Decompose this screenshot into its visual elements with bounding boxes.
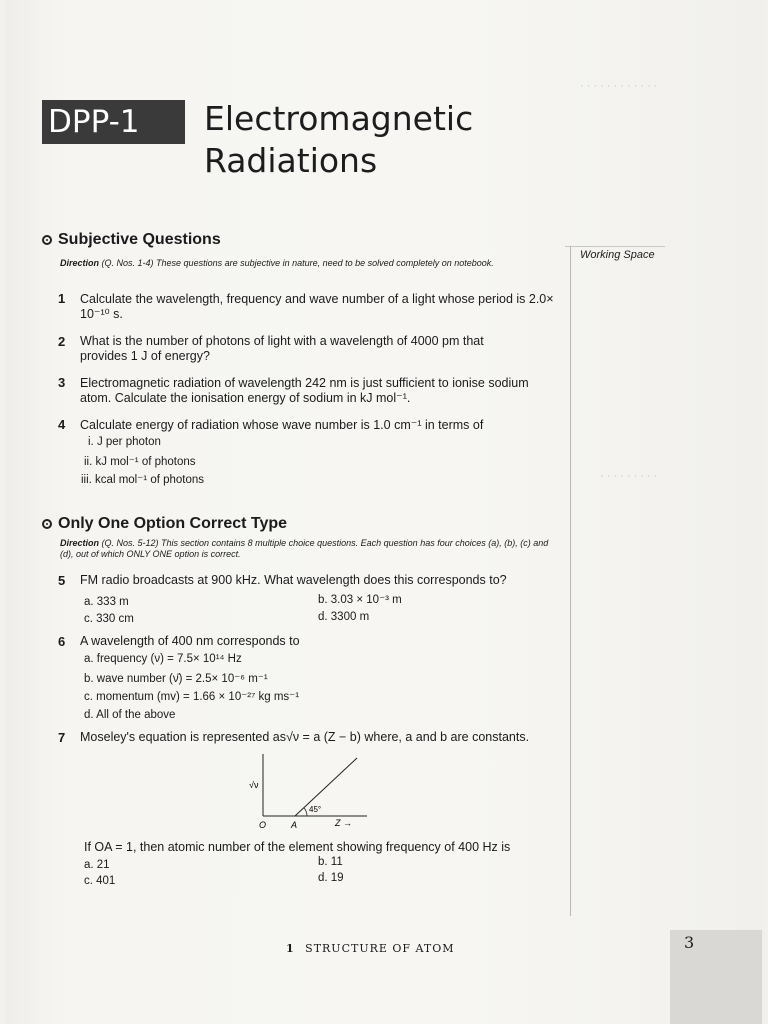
option-b: b. 11	[318, 856, 343, 868]
option-c: c. 401	[84, 875, 116, 887]
question-text: A wavelength of 400 nm corresponds to	[80, 634, 300, 648]
y-axis-label: √ν	[249, 780, 259, 790]
question-text: Electromagnetic radiation of wavelength 242 nm is just sufficient to ionise sodium atom. Calculate the ionisation energy of sodium in kJ mol⁻¹.	[80, 376, 529, 405]
moseley-line	[295, 758, 357, 816]
sub-part: i. J per photon	[88, 436, 161, 448]
working-space-divider	[570, 246, 571, 916]
question-text: Calculate energy of radiation whose wave number is 1.0 cm⁻¹ in terms of	[80, 418, 484, 432]
question-number: 7	[58, 730, 66, 745]
sub-part: ii. kJ mol⁻¹ of photons	[84, 456, 196, 468]
question-number: 1	[58, 291, 66, 306]
question-text: Calculate the wavelength, frequency and wave number of a light whose period is 2.0× 10⁻¹⁰ s.	[80, 292, 554, 321]
dpp-badge: DPP-1	[42, 100, 185, 144]
question-number: 2	[58, 334, 66, 349]
working-space-rule	[565, 246, 665, 247]
question-number: 5	[58, 573, 66, 588]
single-option-heading	[42, 515, 287, 533]
title-line-2: Radiations	[204, 141, 378, 180]
subjective-direction	[60, 258, 550, 269]
point-a-label: A	[291, 820, 298, 830]
page-title	[204, 98, 473, 182]
direction-text: (Q. Nos. 1-4) These questions are subjective in nature, need to be solved completely on notebook.	[101, 258, 494, 268]
direction-label: Direction	[60, 538, 100, 548]
subjective-heading-text: Subjective Questions	[58, 231, 221, 248]
question-number: 4	[58, 417, 66, 432]
chapter-title: STRUCTURE OF ATOM	[305, 942, 455, 955]
option-a: a. 21	[84, 859, 110, 871]
option-b: b. 3.03 × 10⁻³ m	[318, 594, 402, 606]
direction-label: Direction	[60, 258, 100, 268]
bullet-icon	[42, 519, 52, 529]
bullet-icon	[42, 235, 52, 245]
option-a: a. frequency (ν) = 7.5× 10¹⁴ Hz	[84, 653, 242, 665]
question-text: Moseley's equation is represented as√ν = a (Z − b) where, a and b are constants.	[80, 730, 530, 744]
option-a: a. 333 m	[84, 596, 129, 608]
option-d: d. 19	[318, 872, 344, 884]
angle-label: 45°	[309, 805, 322, 814]
question-number: 6	[58, 634, 66, 649]
question-text: What is the number of photons of light with a wavelength of 4000 pm that provides 1 J of energy?	[80, 334, 484, 363]
question-stem: If OA = 1, then atomic number of the element showing frequency of 400 Hz is	[84, 840, 511, 854]
moseley-graph	[245, 752, 375, 834]
direction-text: (Q. Nos. 5-12) This section contains 8 multiple choice questions. Each question has four choices (a), (b), (c) and (d), out of which ONLY ONE option is correct.	[60, 538, 549, 559]
working-space-label: Working Space	[580, 249, 655, 261]
option-d: d. All of the above	[84, 709, 176, 721]
origin-label: O	[259, 820, 267, 830]
option-b: b. wave number (ν̄) = 2.5× 10⁻⁶ m⁻¹	[84, 673, 268, 685]
subjective-heading	[42, 231, 221, 249]
question-number: 3	[58, 375, 66, 390]
page-number: 3	[684, 933, 695, 952]
chapter-footer	[286, 942, 455, 955]
title-line-1: Electromagnetic	[204, 99, 474, 138]
single-heading-text: Only One Option Correct Type	[58, 515, 288, 532]
x-axis-label: Z →	[335, 818, 352, 828]
bleed-text: · · · · · · · · ·	[600, 470, 658, 482]
angle-arc	[304, 808, 307, 816]
option-c: c. momentum (mv) = 1.66 × 10⁻²⁷ kg ms⁻¹	[84, 691, 300, 703]
option-c: c. 330 cm	[84, 613, 134, 625]
single-direction	[60, 538, 550, 560]
chapter-number: 1	[286, 942, 295, 955]
question-text: FM radio broadcasts at 900 kHz. What wavelength does this corresponds to?	[80, 573, 507, 587]
option-d: d. 3300 m	[318, 611, 370, 623]
sub-part: iii. kcal mol⁻¹ of photons	[81, 474, 205, 486]
bleed-text: · · · · · · · · · · · ·	[580, 80, 658, 92]
